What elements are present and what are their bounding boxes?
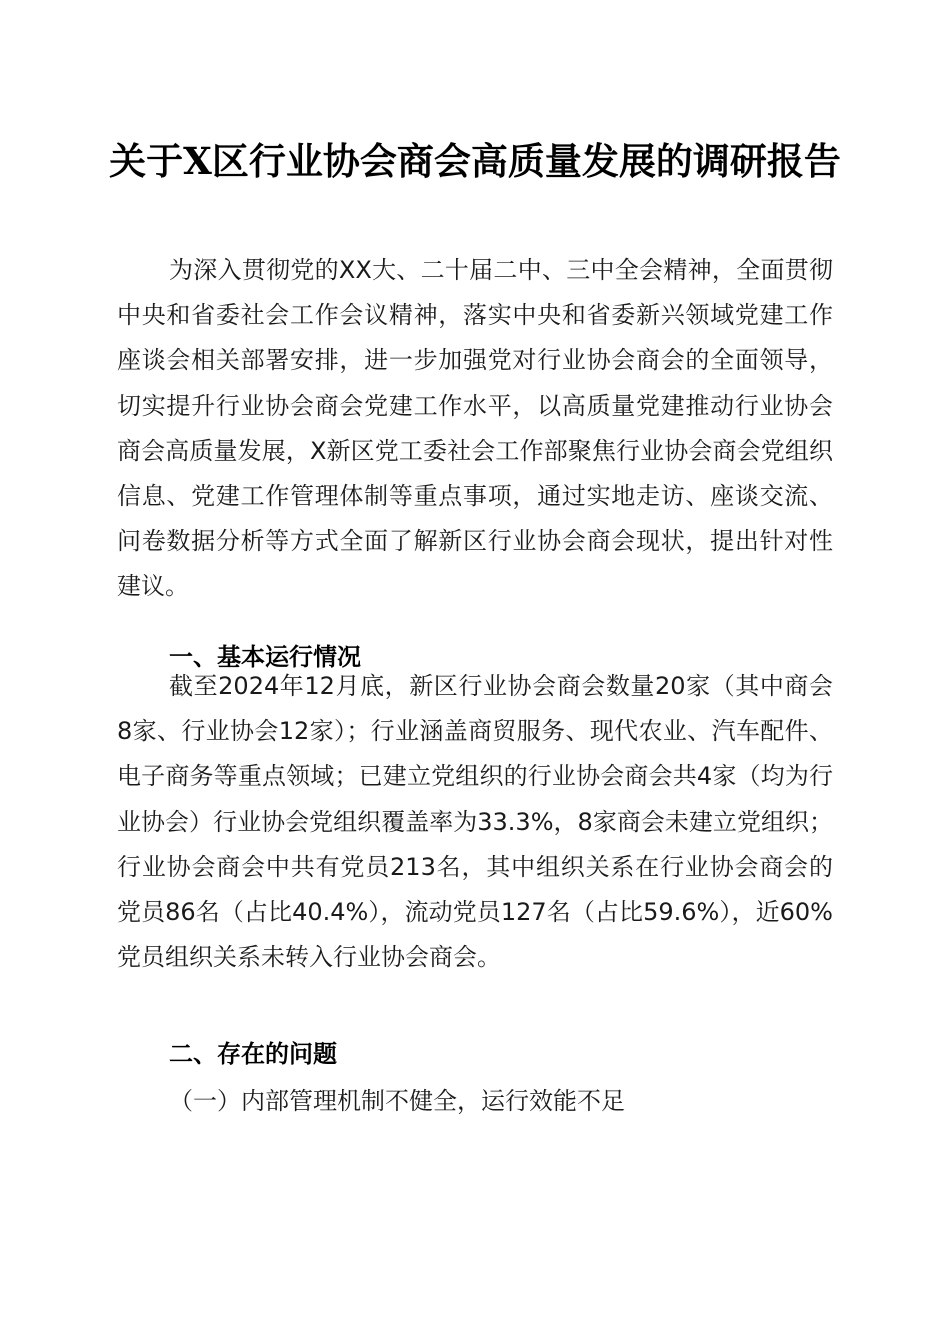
document-title: 关于X区行业协会商会高质量发展的调研报告 — [109, 139, 841, 183]
section-heading-existing-problems: 二、存在的问题 — [169, 1040, 337, 1068]
subsection-heading-management-mechanism: （一）内部管理机制不健全，运行效能不足 — [169, 1087, 625, 1115]
basic-operation-paragraph: 截至2024年12月底，新区行业协会商会数量20家（其中商会8家、行业协会12家）；行业涵盖商贸服务、现代农业、汽车配件、电子商务等重点领域；已建立党组织的行业协会商会共4家（均为行业协会）行业协会党组织覆盖率为33.3%，8家商会未建立党组织；行业协会商会中共有党员213名，其中组织关系在行业协会商会的党员86名（占比40.4%），流动党员127名（占比59.6%），近60%党员组织关系未转入行业协会商会。 — [117, 672, 833, 972]
section-heading-basic-operation: 一、基本运行情况 — [169, 643, 361, 671]
intro-paragraph: 为深入贯彻党的XX大、二十届二中、三中全会精神，全面贯彻中央和省委社会工作会议精神，落实中央和省委新兴领域党建工作座谈会相关部署安排，进一步加强党对行业协会商会的全面领导，切实提升行业协会商会党建工作水平，以高质量党建推动行业协会商会高质量发展，X新区党工委社会工作部聚焦行业协会商会党组织信息、党建工作管理体制等重点事项，通过实地走访、座谈交流、问卷数据分析等方式全面了解新区行业协会商会现状，提出针对性建议。 — [117, 256, 833, 601]
